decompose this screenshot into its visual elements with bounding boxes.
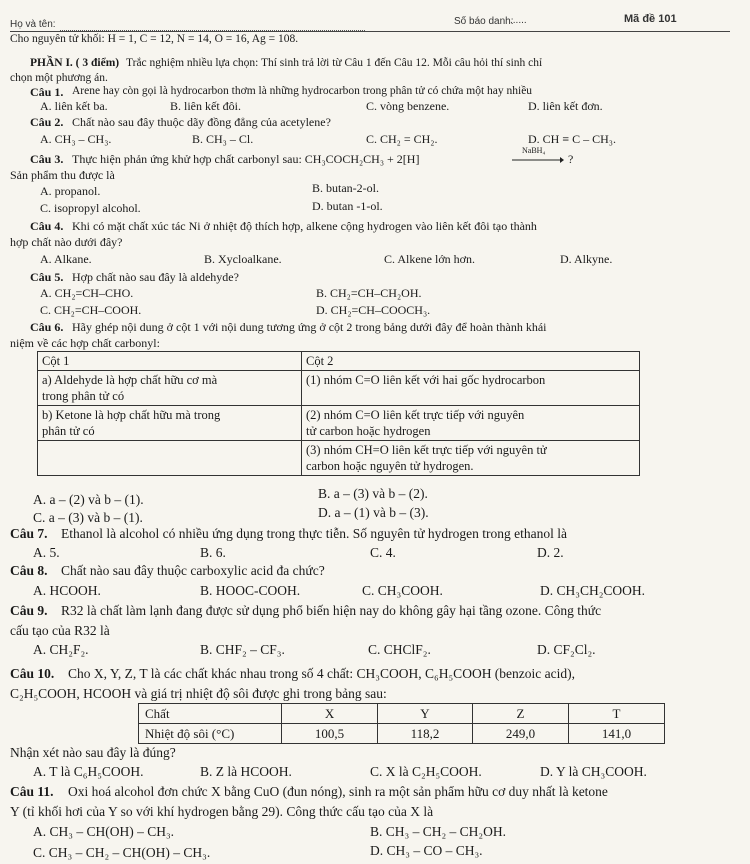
row-2-line1: (2) nhóm C=O liên kết trực tiếp với nguyên [306, 408, 525, 422]
q5-label: Câu 5. [30, 270, 64, 284]
name-label: Họ và tên: [10, 19, 56, 30]
value-z: 249,0 [472, 724, 568, 744]
q10-text3: Nhận xét nào sau đây là đúng? [10, 745, 176, 760]
row-a-cell [38, 371, 302, 406]
row-a-line2: trong phân tử có [42, 389, 125, 403]
q9-option-d[interactable]: D. CF₂Cl₂. [537, 642, 596, 657]
q2-text: Chất nào sau đây thuộc dãy đồng đẳng của acetylene? [72, 115, 331, 129]
atomic-masses: Cho nguyên tử khối: H = 1, C = 12, N = 14, O = 16, Ag = 108. [10, 33, 299, 45]
value-t: 141,0 [568, 724, 664, 744]
q4-option-a[interactable]: A. Alkane. [40, 252, 92, 266]
q3-option-d[interactable]: D. butan -1-ol. [312, 199, 383, 213]
q8-option-d[interactable]: D. CH₃CH₂COOH. [540, 583, 646, 598]
q11-option-a[interactable]: A. CH₃ – CH(OH) – CH₃. [33, 824, 175, 839]
q4-text2: hợp chất nào dưới đây? [10, 235, 123, 249]
q6-matching-table [37, 351, 640, 476]
q11-text2: Y (tỉ khối hơi của Y so với khí hydrogen bằng 29). Công thức cấu tạo của X là [10, 804, 434, 819]
q6-text: Hãy ghép nội dung ở cột 1 với nội dung tương ứng ở cột 2 trong bảng dưới đây để hoàn thành khái [72, 320, 547, 334]
value-x: 100,5 [282, 724, 378, 744]
q6-option-d[interactable]: D. a – (1) và b – (3). [318, 505, 429, 520]
q4-label: Câu 4. [30, 219, 64, 233]
q10-option-d[interactable]: D. Y là CH₃COOH. [540, 764, 647, 779]
q8-option-a[interactable]: A. HCOOH. [33, 583, 101, 598]
q8-label: Câu 8. [10, 563, 48, 578]
q9-text2: cấu tạo của R32 là [10, 623, 110, 638]
q2-option-c[interactable]: C. CH₂ = CH₂. [366, 132, 438, 146]
q8-option-c[interactable]: C. CH₃COOH. [362, 583, 443, 598]
q7-option-b[interactable]: B. 6. [200, 545, 226, 560]
q11-text: Oxi hoá alcohol đơn chức X bằng CuO (đun nóng), sinh ra một sản phẩm hữu cơ duy nhất là ketone [68, 784, 608, 799]
q9-option-c[interactable]: C. CHClF₂. [368, 642, 431, 657]
header-z: Z [472, 704, 568, 724]
q4-text: Khi có mặt chất xúc tác Ni ở nhiệt độ thích hợp, alkene cộng hydrogen vào liên kết đôi tạo thành [72, 219, 537, 233]
q10-option-a[interactable]: A. T là C₆H₅COOH. [33, 764, 144, 779]
q10-boiling-point-table [138, 703, 665, 744]
q9-text: R32 là chất làm lạnh đang được sử dụng phổ biến hiện nay do không gây hại tầng ozone. Công thức [61, 603, 602, 618]
row-a-line1: a) Aldehyde là hợp chất hữu cơ mà [42, 373, 218, 387]
reaction-arrow-icon [512, 156, 564, 164]
q9-option-a[interactable]: A. CH₂F₂. [33, 642, 89, 657]
q5-option-c[interactable]: C. CH₂=CH–COOH. [40, 303, 142, 317]
q1-option-a[interactable]: A. liên kết ba. [40, 99, 108, 113]
q3-option-a[interactable]: A. propanol. [40, 184, 101, 198]
q10-option-b[interactable]: B. Z là HCOOH. [200, 764, 292, 779]
col2-header: Cột 2 [302, 352, 640, 371]
row-3-cell [302, 441, 640, 476]
row-b-cell [38, 406, 302, 441]
q1-option-d[interactable]: D. liên kết đơn. [528, 99, 603, 113]
q6-option-b[interactable]: B. a – (3) và b – (2). [318, 486, 428, 501]
q6-option-a[interactable]: A. a – (2) và b – (1). [33, 492, 144, 507]
q1-text: Arene hay còn gọi là hydrocarbon thơm là những hydrocarbon trong phân tử có chứa một hay nhiều [72, 85, 533, 97]
value-y: 118,2 [378, 724, 473, 744]
q11-option-c[interactable]: C. CH₃ – CH₂ – CH(OH) – CH₃. [33, 845, 211, 860]
q6-label: Câu 6. [30, 320, 64, 334]
q5-option-d[interactable]: D. CH₂=CH–COOCH₃. [316, 303, 431, 317]
q11-option-b[interactable]: B. CH₃ – CH₂ – CH₂OH. [370, 824, 507, 839]
row-3-line2: carbon hoặc nguyên tử hydrogen. [306, 459, 474, 473]
q2-option-a[interactable]: A. CH₃ – CH₃. [40, 132, 112, 146]
row-3-line1: (3) nhóm CH=O liên kết trực tiếp với nguyên tử [306, 443, 547, 457]
header-x: X [282, 704, 378, 724]
part1-instruction-1: Trắc nghiệm nhiều lựa chọn: Thí sinh trả lời từ Câu 1 đến Câu 12. Mỗi câu hỏi thí sinh chỉ [126, 57, 543, 69]
q7-option-a[interactable]: A. 5. [33, 545, 60, 560]
header-t: T [568, 704, 664, 724]
q3-option-b[interactable]: B. butan-2-ol. [312, 181, 379, 195]
q3-text: Thực hiện phản ứng khử hợp chất carbonyl sau: CH₃COCH₂CH₃ + 2[H] [72, 152, 420, 166]
q4-option-b[interactable]: B. Xycloalkane. [204, 252, 282, 266]
q10-label: Câu 10. [10, 666, 55, 681]
row-b-line1: b) Ketone là hợp chất hữu mà trong [42, 408, 221, 422]
q6-text2: niệm về các hợp chất carbonyl: [10, 336, 160, 350]
row-1-cell: (1) nhóm C=O liên kết với hai gốc hydrocarbon [302, 371, 640, 406]
part1-instruction-2: chọn một phương án. [10, 72, 108, 84]
q7-label: Câu 7. [10, 526, 48, 541]
q9-label: Câu 9. [10, 603, 48, 618]
q4-option-c[interactable]: C. Alkene lớn hơn. [384, 252, 476, 266]
q1-option-b[interactable]: B. liên kết đôi. [170, 99, 241, 113]
q10-text: Cho X, Y, Z, T là các chất khác nhau trong số 4 chất: CH₃COOH, C₆H₅COOH (benzoic acid), [68, 666, 576, 681]
q1-option-c[interactable]: C. vòng benzene. [366, 99, 450, 113]
header-y: Y [378, 704, 473, 724]
q3-reagent: NaBH₄ [522, 146, 546, 155]
row-b-line2: phân tử có [42, 424, 95, 438]
q11-option-d[interactable]: D. CH₃ – CO – CH₃. [370, 843, 483, 858]
q8-option-b[interactable]: B. HOOC-COOH. [200, 583, 301, 598]
q2-option-d[interactable]: D. CH ≡ C – CH₃. [528, 132, 616, 146]
q3-text2: Sản phẩm thu được là [10, 168, 115, 182]
q10-text2: C₂H₅COOH, HCOOH và giá trị nhiệt độ sôi được ghi trong bảng sau: [10, 686, 387, 701]
q8-text: Chất nào sau đây thuộc carboxylic acid đa chức? [61, 563, 325, 578]
q5-text: Hợp chất nào sau đây là aldehyde? [72, 270, 239, 284]
q2-option-b[interactable]: B. CH₃ – Cl. [192, 132, 254, 146]
q11-label: Câu 11. [10, 784, 54, 799]
exam-number-dots: ...... [510, 15, 527, 26]
row-2-cell [302, 406, 640, 441]
q1-label: Câu 1. [30, 85, 64, 99]
q10-option-c[interactable]: C. X là C₂H₅COOH. [370, 764, 482, 779]
exam-code: Mã đề 101 [624, 13, 677, 25]
empty-cell [38, 441, 302, 476]
q2-label: Câu 2. [30, 115, 64, 129]
q3-option-c[interactable]: C. isopropyl alcohol. [40, 201, 141, 215]
row-boiling-point-label: Nhiệt độ sôi (°C) [139, 724, 282, 744]
q4-option-d[interactable]: D. Alkyne. [560, 252, 613, 266]
q9-option-b[interactable]: B. CHF₂ – CF₃. [200, 642, 285, 657]
q6-option-c[interactable]: C. a – (3) và b – (1). [33, 510, 143, 525]
q7-option-c[interactable]: C. 4. [370, 545, 396, 560]
row-2-line2: tử carbon hoặc hydrogen [306, 424, 431, 438]
q3-end: ? [568, 152, 574, 166]
exam-number-label: Số báo danh: [454, 16, 514, 27]
part1-title: PHẦN I. ( 3 điểm) [30, 57, 120, 69]
q7-text: Ethanol là alcohol có nhiều ứng dụng trong thực tiễn. Số nguyên tử hydrogen trong ethanol là [61, 526, 567, 541]
col1-header: Cột 1 [38, 352, 302, 371]
q3-label: Câu 3. [30, 152, 64, 166]
header-chat: Chất [139, 704, 282, 724]
header-rule [10, 31, 730, 32]
q5-option-b[interactable]: B. CH₂=CH–CH₂OH. [316, 286, 422, 300]
q5-option-a[interactable]: A. CH₂=CH–CHO. [40, 286, 134, 300]
q7-option-d[interactable]: D. 2. [537, 545, 564, 560]
